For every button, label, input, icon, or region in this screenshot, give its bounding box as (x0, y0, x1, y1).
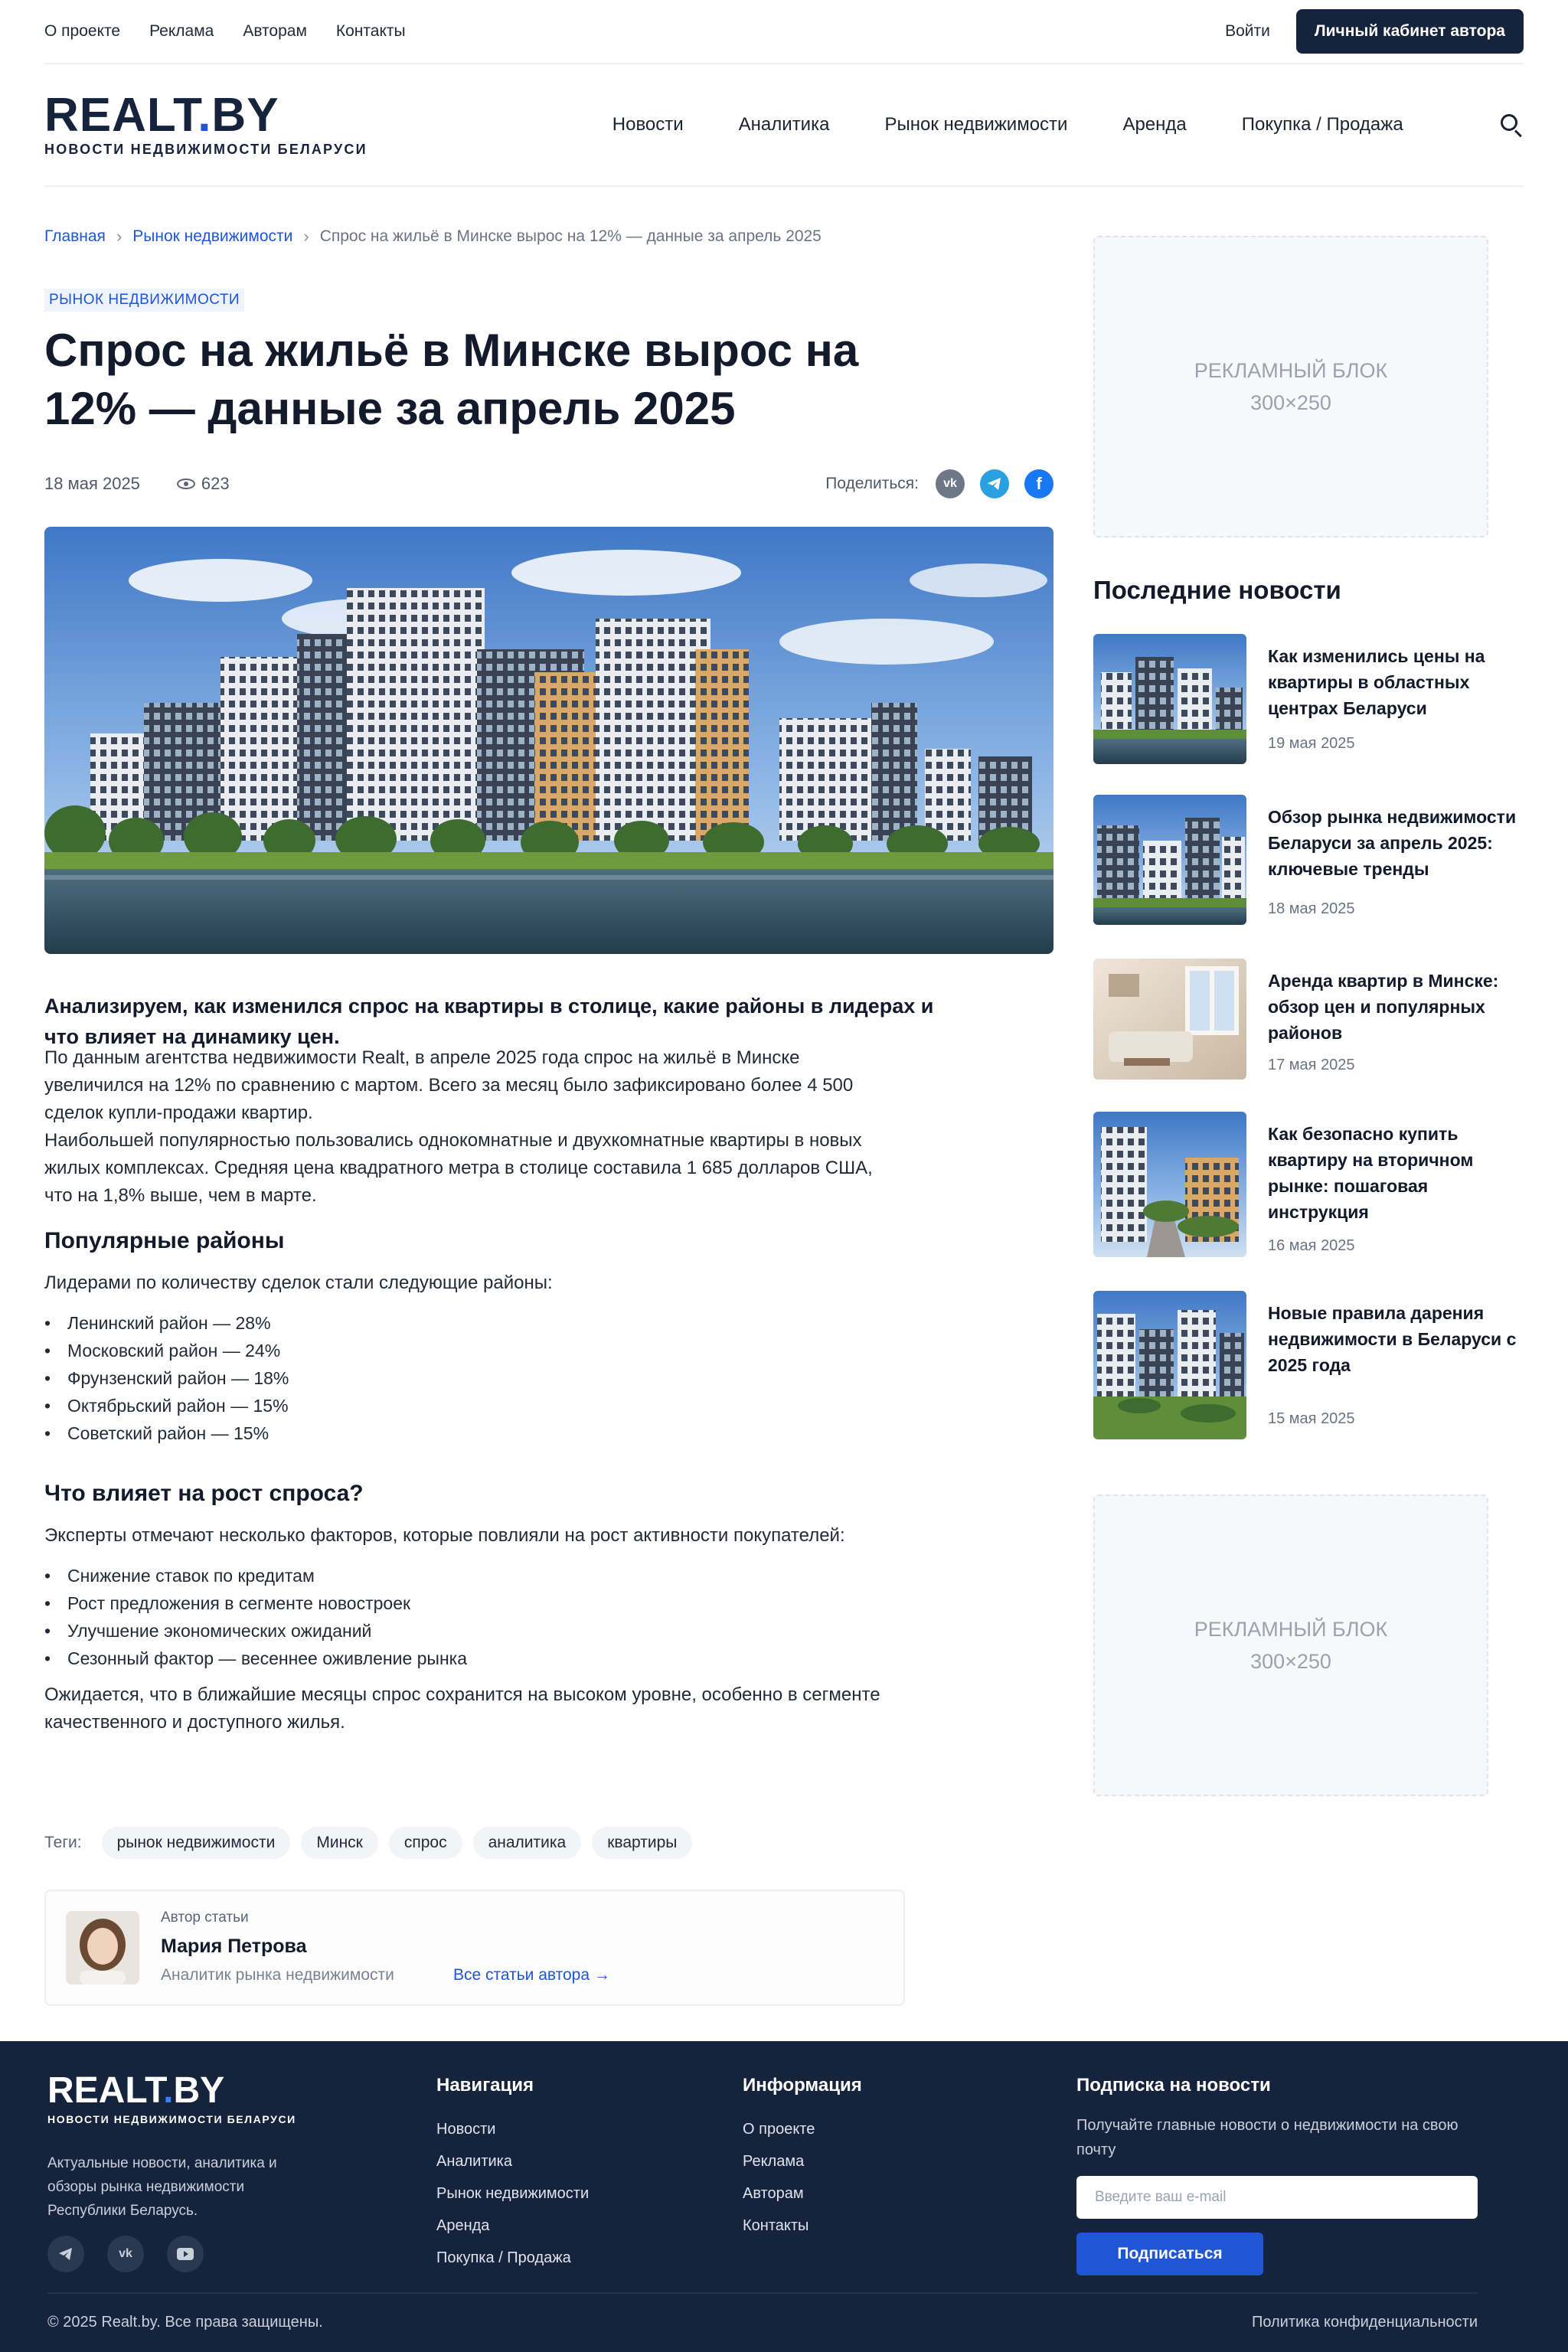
footer-link[interactable]: Новости (436, 2121, 496, 2138)
telegram-icon[interactable] (47, 2236, 84, 2272)
list-item: • Ленинский район — 28% (44, 1309, 887, 1337)
footer-info (743, 2075, 862, 2242)
copyright: © 2025 Realt.by. Все права защищены. (47, 2314, 323, 2331)
hero-image (44, 527, 1054, 954)
author-label: Автор статьи (161, 1909, 249, 1926)
main-nav (612, 114, 1403, 136)
article-paragraph: По данным агентства недвижимости Realt, в апреле 2025 года спрос на жильё в Минске увеличился на 12% по сравнению с мартом. Всего за месяц было зафиксировано более 4 500 сделок купли-продажи квартир. (44, 1047, 854, 1123)
article-lead: Анализируем, как изменился спрос на квартиры в столице, какие районы в лидерах и что влияет на динамику цен. (44, 995, 934, 1048)
privacy-policy-link[interactable]: Политика конфиденциальности (1251, 2314, 1478, 2331)
breadcrumb-section[interactable]: Рынок недвижимости (132, 227, 293, 245)
article-paragraph: Наибольшей популярностью пользовались однокомнатные и двухкомнатные квартиры в новых жилых комплексах. Средняя цена квадратного метра в столице составила 1 685 долларов США, что на 1,8% выше, чем в марте. (44, 1130, 873, 1206)
tag[interactable]: квартиры (592, 1827, 692, 1859)
list-item: • Снижение ставок по кредитам (44, 1562, 887, 1589)
news-title: Как безопасно купить квартиру на вторичном рынке: пошаговая инструкция (1268, 1124, 1474, 1222)
news-date: 19 мая 2025 (1268, 735, 1355, 752)
footer-link[interactable]: Покупка / Продажа (436, 2249, 571, 2266)
news-date: 15 мая 2025 (1268, 1410, 1355, 1427)
newsletter-title: Подписка на новости (1076, 2075, 1271, 2096)
eye-icon (177, 479, 195, 489)
logo-tld: BY (211, 88, 279, 142)
ad-size: 300×250 (1250, 1650, 1331, 1673)
news-item[interactable] (1093, 1112, 1522, 1257)
newsletter-description: Получайте главные новости о недвижимости на свою почту (1076, 2117, 1459, 2158)
footer-link[interactable]: Аренда (436, 2217, 490, 2234)
footer-logo[interactable] (47, 2072, 296, 2125)
vk-icon[interactable]: vk (936, 469, 965, 498)
logo-dot: . (163, 2070, 174, 2111)
search-icon[interactable] (1499, 113, 1524, 137)
breadcrumb-home[interactable]: Главная (44, 227, 106, 245)
footer-bottom (47, 2292, 1478, 2331)
list-item: • Улучшение экономических ожиданий (44, 1617, 887, 1645)
article-date: 18 мая 2025 (44, 474, 140, 493)
footer-link[interactable]: Контакты (743, 2217, 809, 2234)
nav-item-analytics[interactable]: Аналитика (738, 114, 830, 135)
nav-item-rent[interactable]: Аренда (1122, 114, 1187, 135)
nav-item-market[interactable]: Рынок недвижимости (884, 114, 1068, 135)
ad-label: РЕКЛАМНЫЙ БЛОК (1194, 359, 1388, 382)
news-thumbnail (1093, 959, 1246, 1080)
footer-about: Актуальные новости, аналитика и обзоры рынка недвижимости Республики Беларусь. (47, 2155, 277, 2219)
list-item: • Советский район — 15% (44, 1419, 887, 1447)
utility-link-about[interactable]: О проекте (44, 22, 121, 40)
nav-item-news[interactable]: Новости (612, 114, 684, 135)
author-role: Аналитик рынка недвижимости (161, 1966, 394, 1984)
news-date: 16 мая 2025 (1268, 1237, 1355, 1254)
site-header (44, 64, 1524, 187)
page-title: Спрос на жильё в Минске вырос на 12% — данные за апрель 2025 (44, 325, 859, 434)
subscribe-button[interactable]: Подписаться (1076, 2233, 1263, 2275)
news-item[interactable] (1093, 959, 1522, 1080)
list-item: • Рост предложения в сегменте новостроек (44, 1589, 887, 1617)
ad-block[interactable] (1093, 1494, 1488, 1796)
logo-dot: . (198, 88, 212, 142)
footer-info-title: Информация (743, 2075, 862, 2096)
site-logo[interactable] (44, 88, 368, 158)
ad-size: 300×250 (1250, 391, 1331, 414)
share-bar (825, 469, 1054, 498)
news-item[interactable] (1093, 1291, 1522, 1439)
list-item: • Московский район — 24% (44, 1337, 887, 1364)
news-title: Новые правила дарения недвижимости в Беларуси с 2025 года (1268, 1303, 1517, 1375)
chevron-right-icon: › (116, 227, 122, 246)
logo-tld: BY (173, 2070, 225, 2111)
ad-block[interactable] (1093, 236, 1488, 537)
telegram-icon[interactable] (980, 469, 1009, 498)
news-thumbnail (1093, 1291, 1246, 1439)
email-field[interactable] (1076, 2176, 1478, 2219)
news-date: 17 мая 2025 (1268, 1057, 1355, 1073)
logo-main-text: REALT (44, 88, 198, 142)
tag[interactable]: аналитика (473, 1827, 582, 1859)
latest-news-title: Последние новости (1093, 576, 1341, 604)
site-footer (0, 2041, 1568, 2352)
ad-label: РЕКЛАМНЫЙ БЛОК (1194, 1618, 1388, 1641)
article-paragraph: Ожидается, что в ближайшие месяцы спрос сохранится на высоком уровне, особенно в сегменте качественного и доступного жилья. (44, 1684, 880, 1733)
news-item[interactable] (1093, 795, 1522, 925)
news-title: Аренда квартир в Минске: обзор цен и популярных районов (1268, 971, 1499, 1043)
tags-list (44, 1827, 692, 1859)
tag[interactable]: спрос (389, 1827, 462, 1859)
districts-list (44, 1309, 887, 1447)
article-paragraph: Лидерами по количеству сделок стали следующие районы: (44, 1272, 553, 1293)
nav-item-buy-sell[interactable]: Покупка / Продажа (1241, 114, 1403, 135)
avatar (66, 1911, 139, 1984)
news-date: 18 мая 2025 (1268, 900, 1355, 917)
footer-link[interactable]: Аналитика (436, 2153, 512, 2170)
all-author-articles-link[interactable]: Все статьи автора → (453, 1966, 610, 1984)
tags-label: Теги: (44, 1834, 82, 1851)
share-label: Поделиться: (825, 475, 919, 492)
utility-link-ads[interactable]: Реклама (149, 22, 214, 40)
tag[interactable]: рынок недвижимости (102, 1827, 291, 1859)
list-item: • Сезонный фактор — весеннее оживление рынка (44, 1645, 887, 1672)
article-meta (44, 467, 1054, 501)
utility-link-contacts[interactable]: Контакты (335, 22, 406, 40)
author-name[interactable]: Мария Петрова (161, 1936, 307, 1957)
footer-link[interactable]: Реклама (743, 2153, 805, 2170)
list-item: • Фрунзенский район — 18% (44, 1364, 887, 1392)
footer-nav (436, 2075, 589, 2274)
login-link[interactable]: Войти (1225, 22, 1270, 40)
logo-subtitle: НОВОСТИ НЕДВИЖИМОСТИ БЕЛАРУСИ (47, 2113, 296, 2125)
youtube-icon[interactable] (167, 2236, 204, 2272)
views-count (177, 474, 230, 494)
footer-link[interactable]: Авторам (743, 2185, 804, 2202)
author-cabinet-button[interactable]: Личный кабинет автора (1296, 9, 1524, 54)
section-heading-factors: Что влияет на рост спроса? (44, 1481, 364, 1506)
chevron-right-icon: › (303, 227, 309, 246)
news-thumbnail (1093, 795, 1246, 925)
factors-list (44, 1562, 887, 1672)
utility-links (44, 22, 406, 41)
news-thumbnail (1093, 634, 1246, 764)
utility-link-authors[interactable]: Авторам (243, 22, 307, 40)
footer-nav-title: Навигация (436, 2075, 534, 2096)
logo-subtitle: НОВОСТИ НЕДВИЖИМОСТИ БЕЛАРУСИ (44, 141, 368, 157)
breadcrumb-current: Спрос на жильё в Минске вырос на 12% — данные за апрель 2025 (319, 227, 822, 245)
footer-link[interactable]: Рынок недвижимости (436, 2185, 590, 2202)
category-badge[interactable]: РЫНОК НЕДВИЖИМОСТИ (44, 289, 244, 312)
footer-link[interactable]: О проекте (743, 2121, 815, 2138)
facebook-icon[interactable]: f (1024, 469, 1054, 498)
newsletter (1076, 2075, 1478, 2275)
news-item[interactable] (1093, 634, 1522, 764)
list-item: • Октябрьский район — 15% (44, 1392, 887, 1419)
news-thumbnail (1093, 1112, 1246, 1257)
views-value: 623 (201, 474, 230, 493)
author-card (44, 1890, 905, 2006)
news-title: Обзор рынка недвижимости Беларуси за апрель 2025: ключевые тренды (1268, 807, 1517, 879)
breadcrumb (44, 227, 822, 247)
article-paragraph: Эксперты отмечают несколько факторов, которые повлияли на рост активности покупателей: (44, 1525, 845, 1546)
tag[interactable]: Минск (301, 1827, 378, 1859)
section-heading-districts: Популярные районы (44, 1228, 285, 1253)
top-utility-bar (44, 0, 1524, 64)
logo-main-text: REALT (47, 2070, 164, 2111)
news-title: Как изменились цены на квартиры в областных центрах Беларуси (1268, 646, 1485, 718)
vk-icon[interactable]: vk (107, 2236, 144, 2272)
